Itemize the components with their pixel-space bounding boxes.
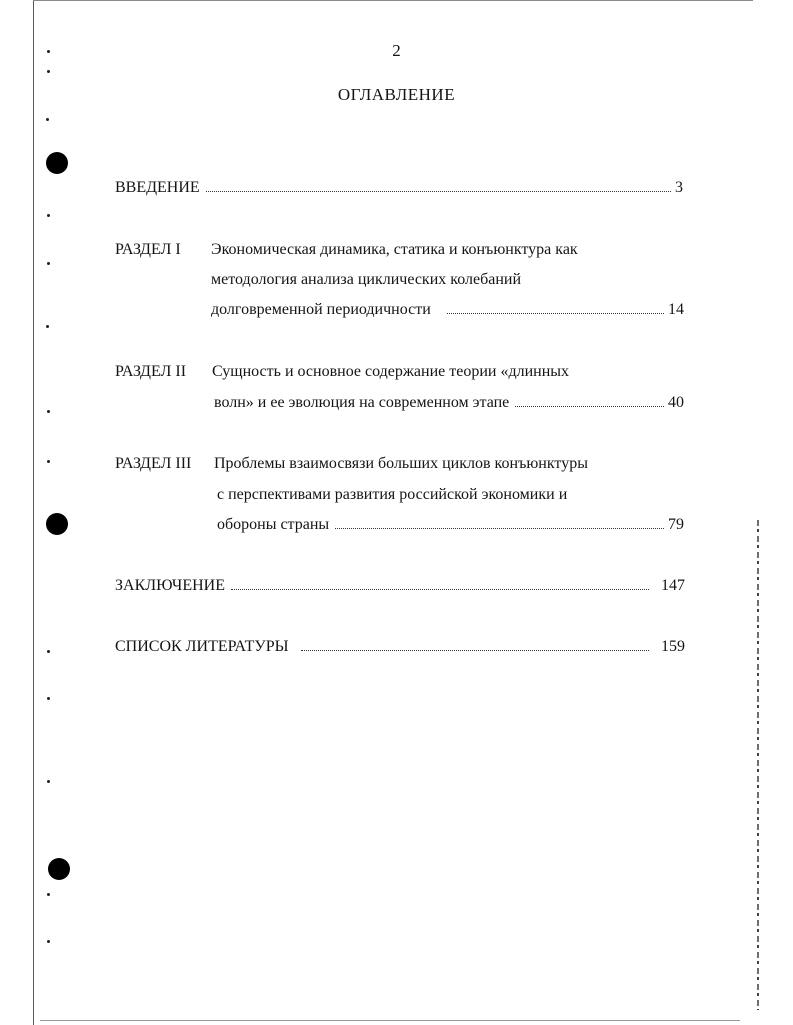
scan-border-left (33, 0, 34, 1025)
page-number: 2 (392, 41, 401, 60)
punch-hole (46, 152, 68, 174)
toc-entry-section-1[interactable] (211, 300, 684, 320)
toc-entry-section-label: РАЗДЕЛ III (115, 455, 192, 472)
toc-entry-page: 3 (675, 179, 683, 196)
scan-speck (47, 780, 50, 783)
scan-speck (47, 893, 50, 896)
dot-leader (206, 191, 671, 192)
scan-border-top (33, 0, 753, 1)
toc-entry-title-line[interactable]: Проблемы взаимосвязи больших циклов конъюнктуры (214, 455, 588, 472)
dot-leader (515, 406, 664, 407)
toc-entry-page: 40 (668, 394, 684, 411)
dot-leader (231, 589, 649, 590)
toc-entry-conclusion[interactable] (115, 576, 685, 596)
toc-entry-title-line[interactable]: методология анализа циклических колебаний (211, 271, 522, 288)
toc-entry-section-3[interactable] (217, 515, 684, 535)
dot-leader (301, 650, 649, 651)
scan-speck (47, 940, 50, 943)
toc-entry-intro[interactable] (115, 178, 683, 198)
punch-hole (46, 513, 68, 535)
scan-speck (47, 262, 50, 265)
scan-speck (47, 214, 50, 217)
toc-title: ОГЛАВЛЕНИЕ (337, 85, 456, 104)
scan-speck (47, 410, 50, 413)
punch-hole (48, 858, 70, 880)
dot-leader (447, 313, 664, 314)
toc-entry-page: 147 (661, 577, 685, 594)
scan-speck (46, 325, 49, 328)
scan-speck (47, 70, 50, 73)
toc-entry-page: 14 (668, 301, 684, 318)
toc-entry-page: 159 (661, 638, 685, 655)
toc-entry-label: СПИСОК ЛИТЕРАТУРЫ (115, 638, 289, 655)
toc-entry-title-line: обороны страны (217, 516, 330, 533)
scan-speck (46, 118, 49, 121)
toc-entry-bibliography[interactable] (115, 637, 685, 657)
toc-entry-section-label: РАЗДЕЛ I (115, 241, 181, 258)
scan-border-right (757, 520, 759, 1010)
toc-entry-label: ВВЕДЕНИЕ (115, 179, 200, 196)
scan-speck (47, 697, 50, 700)
toc-entry-section-2[interactable] (214, 393, 684, 413)
toc-entry-title-line: долговременной периодичности (211, 301, 431, 318)
dot-leader (335, 528, 664, 529)
toc-entry-page: 79 (668, 516, 684, 533)
scan-speck (47, 650, 50, 653)
toc-entry-label: ЗАКЛЮЧЕНИЕ (115, 577, 225, 594)
toc-entry-title-line[interactable]: Сущность и основное содержание теории «длинных (212, 363, 570, 380)
scan-border-bottom (40, 1020, 740, 1021)
toc-entry-title-line: волн» и ее эволюция на современном этапе (214, 394, 510, 411)
toc-entry-section-label: РАЗДЕЛ II (115, 363, 187, 380)
toc-entry-title-line[interactable]: с перспективами развития российской экономики и (217, 486, 568, 503)
toc-entry-title-line[interactable]: Экономическая динамика, статика и конъюнктура как (211, 241, 578, 258)
scan-speck (47, 460, 50, 463)
